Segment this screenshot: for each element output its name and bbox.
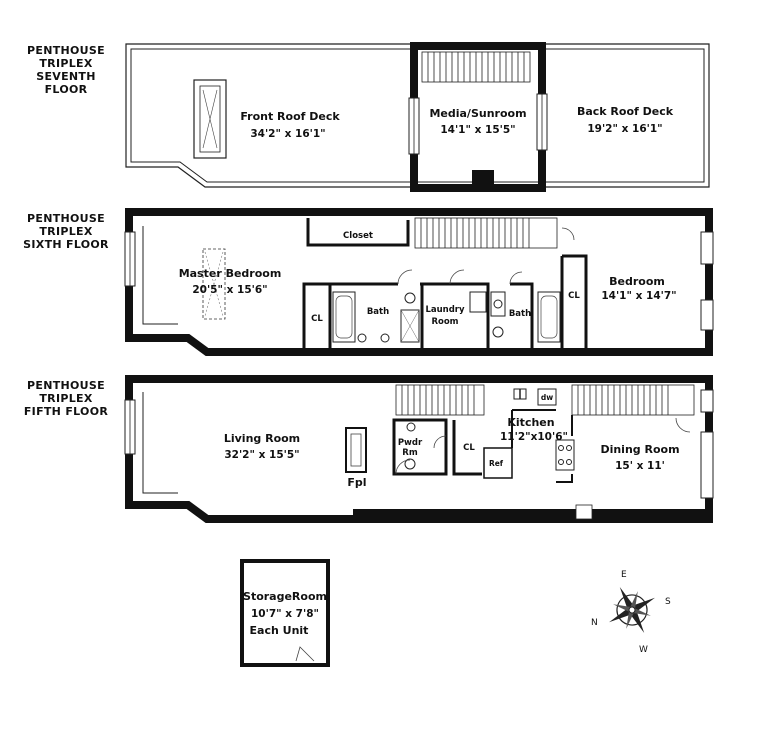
- bay-line: [143, 226, 178, 324]
- stairs-icon: [396, 385, 484, 415]
- floor-label-line: SIXTH FLOOR: [23, 238, 109, 251]
- kitchen-name: Kitchen: [507, 416, 555, 429]
- fifth-floor-plan: [125, 379, 713, 519]
- bay-line: [143, 392, 178, 493]
- powder-room-label: Rm: [402, 448, 418, 458]
- floor-label-line: FIFTH FLOOR: [23, 405, 109, 418]
- laundry-label: Laundry: [425, 305, 465, 315]
- seventh-floor-plan: [126, 44, 709, 188]
- storage-room-dim: 10'7" x 7'8": [251, 608, 319, 620]
- dryer-icon: [470, 292, 486, 312]
- chimney: [472, 170, 494, 184]
- media-sunroom-name: Media/Sunroom: [429, 107, 527, 120]
- compass-s: S: [665, 597, 671, 607]
- window-icon: [701, 390, 713, 412]
- skylight-hatch: [203, 90, 217, 148]
- interior-wall: [562, 256, 586, 348]
- back-roof-deck-name: Back Roof Deck: [576, 105, 674, 118]
- sink-icon: [407, 423, 415, 431]
- washer-icon: [491, 292, 505, 316]
- bath-label: Bath: [508, 309, 532, 319]
- compass-rose-icon: [597, 575, 667, 645]
- cl-label: CL: [463, 443, 475, 453]
- stove-icon: [556, 440, 574, 470]
- front-roof-deck-dim: 34'2" x 16'1": [250, 128, 326, 140]
- window-icon: [701, 232, 713, 264]
- bedroom-dim: 14'1" x 14'7": [601, 290, 677, 302]
- door-swing: [450, 270, 464, 284]
- living-room-dim: 32'2" x 15'5": [224, 449, 300, 461]
- sink-icon: [381, 334, 389, 342]
- dining-room-name: Dining Room: [600, 443, 680, 456]
- toilet-icon: [405, 293, 415, 303]
- door-swing: [296, 647, 314, 661]
- back-roof-deck-dim: 19'2" x 16'1": [587, 123, 663, 135]
- door-swing: [676, 418, 690, 432]
- closet-label: Closet: [343, 231, 373, 241]
- compass-n: N: [591, 618, 598, 628]
- window-icon: [701, 300, 713, 330]
- front-roof-deck-name: Front Roof Deck: [240, 110, 340, 123]
- stairs-icon: [415, 218, 557, 248]
- storage-room-plan: [242, 561, 328, 665]
- door-swing: [398, 270, 412, 284]
- floor-label-line: TRIPLEX: [39, 392, 93, 405]
- bedroom-name: Bedroom: [609, 275, 665, 288]
- media-sunroom-dim: 14'1" x 15'5": [440, 124, 516, 136]
- living-room-name: Living Room: [223, 432, 301, 445]
- storage-room-note: Each Unit: [249, 624, 309, 637]
- master-bedroom-name: Master Bedroom: [178, 267, 282, 280]
- dining-room-dim: 15' x 11': [615, 460, 665, 472]
- storage-room-name: StorageRoom: [243, 590, 327, 603]
- floor-label-line: PENTHOUSE: [27, 44, 105, 57]
- master-bedroom-dim: 20'5" x 15'6": [192, 284, 268, 296]
- kitchen-dim: 11'2"x10'6": [500, 431, 568, 443]
- door-swing: [510, 272, 522, 284]
- door-swing: [562, 228, 574, 240]
- stairs-icon: [422, 52, 530, 82]
- floor-label-line: SEVENTH FLOOR: [36, 70, 96, 96]
- ref-label: Ref: [488, 459, 504, 468]
- floor-label-line: PENTHOUSE: [27, 212, 105, 225]
- powder-room-label: Pwdr: [397, 438, 423, 448]
- laundry-label: Room: [431, 317, 459, 327]
- floor-label-line: TRIPLEX: [39, 225, 93, 238]
- fireplace-label: Fpl: [347, 476, 367, 489]
- wall-segment: [353, 509, 709, 519]
- floor-label-line: PENTHOUSE: [27, 379, 105, 392]
- bath-label: Bath: [366, 307, 390, 317]
- stairs-icon: [572, 385, 694, 415]
- sink-icon: [358, 334, 366, 342]
- floor-label-line: TRIPLEX: [39, 57, 93, 70]
- cl-label: CL: [568, 291, 580, 301]
- sixth-floor-plan: [125, 212, 713, 352]
- window-icon: [701, 432, 713, 498]
- fireplace-icon: [346, 428, 366, 472]
- window-icon: [576, 505, 592, 519]
- dw-label: dw: [540, 393, 554, 402]
- toilet-icon: [493, 327, 503, 337]
- compass-e: E: [621, 570, 627, 580]
- cl-label: CL: [311, 314, 323, 324]
- compass-w: W: [639, 645, 648, 655]
- door-swing: [434, 436, 446, 448]
